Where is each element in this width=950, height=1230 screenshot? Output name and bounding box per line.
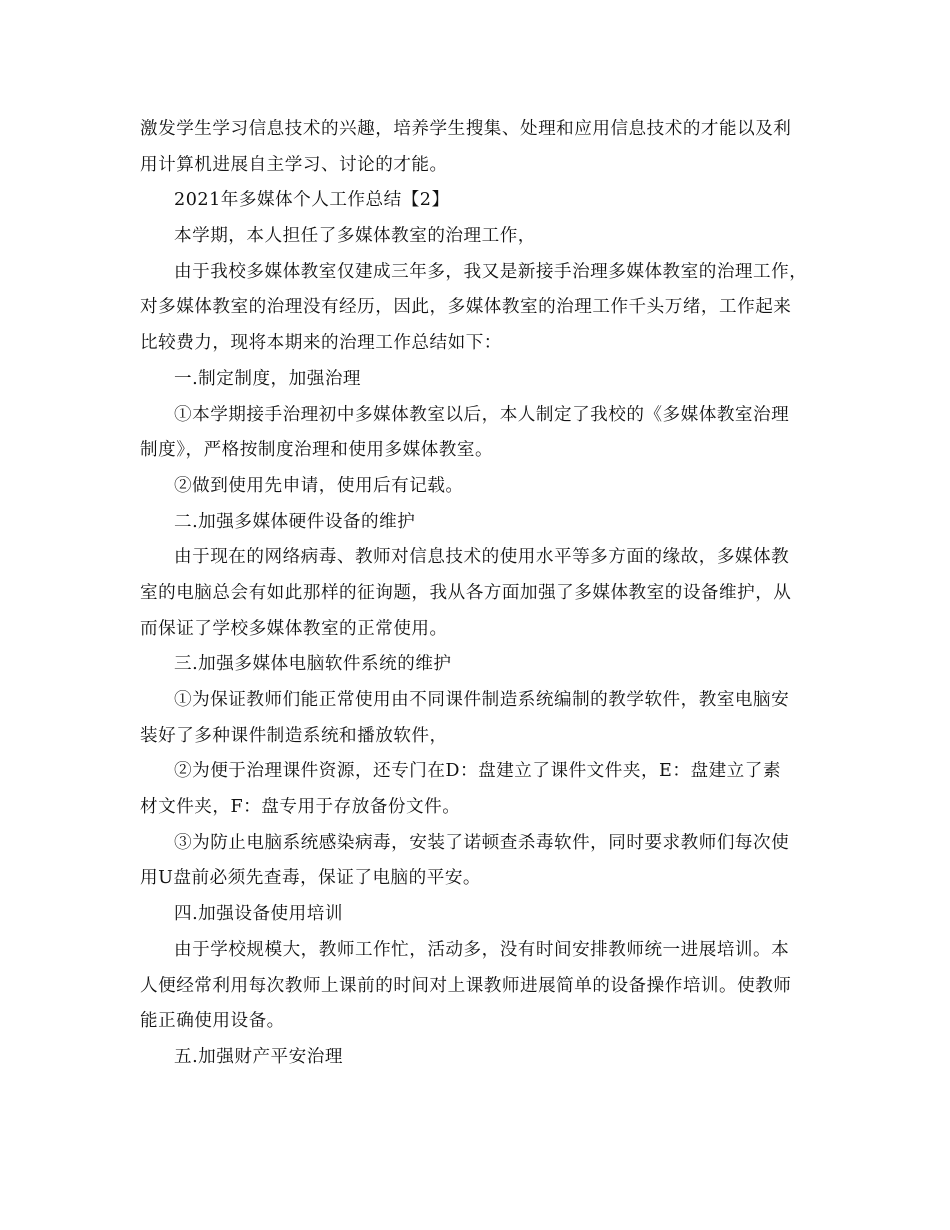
text-line: 室的电脑总会有如此那样的征询题，我从各方面加强了多媒体教室的设备维护，从 <box>140 582 792 603</box>
text-line: 人便经常利用每次教师上课前的时间对上课教师进展简单的设备操作培训。使教师 <box>140 975 792 996</box>
text-line: ①为保证教师们能正常使用由不同课件制造系统编制的教学软件，教室电脑安 <box>174 690 790 710</box>
text-line: 材文件夹，F：盘专用于存放备份文件。 <box>140 797 461 818</box>
text-line: 由于我校多媒体教室仅建成三年多，我又是新接手治理多媒体教室的治理工作， <box>174 261 808 282</box>
text-line: ②做到使用先申请，使用后有记载。 <box>174 475 464 496</box>
text-line: ③为防止电脑系统感染病毒，安装了诺顿查杀毒软件，同时要求教师们每次使 <box>174 832 790 853</box>
section-heading: 四.加强设备使用培训 <box>174 904 343 925</box>
text-line: 比较费力，现将本期来的治理工作总结如下： <box>140 333 502 354</box>
text-line: 本学期，本人担任了多媒体教室的治理工作， <box>174 226 536 247</box>
section-heading: 一.制定制度，加强治理 <box>174 368 362 389</box>
text-line: ②为便于治理课件资源，还专门在D：盘建立了课件文件夹，E：盘建立了素 <box>174 761 781 782</box>
text-line: 能正确使用设备。 <box>140 1011 285 1032</box>
text-line: 用计算机进展自主学习、讨论的才能。 <box>140 154 448 175</box>
text-line: 由于学校规模大，教师工作忙，活动多，没有时间安排教师统一进展培训。本 <box>174 939 790 960</box>
text-line: 用U盘前必须先查毒，保证了电脑的平安。 <box>140 868 482 889</box>
text-line: 激发学生学习信息技术的兴趣，培养学生搜集、处理和应用信息技术的才能以及利 <box>140 119 792 139</box>
text-line: 对多媒体教室的治理没有经历，因此，多媒体教室的治理工作千头万绪，工作起来 <box>140 297 792 318</box>
section-heading: 五.加强财产平安治理 <box>174 1046 343 1067</box>
text-line: 由于现在的网络病毒、教师对信息技术的使用水平等多方面的缘故，多媒体教 <box>174 547 790 568</box>
text-line: 制度》，严格按制度治理和使用多媒体教室。 <box>140 440 494 461</box>
text-line: 装好了多种课件制造系统和播放软件， <box>140 725 448 746</box>
section-heading: 二.加强多媒体硬件设备的维护 <box>174 511 416 532</box>
text-line: ①本学期接手治理初中多媒体教室以后，本人制定了我校的《多媒体教室治理 <box>174 404 790 425</box>
text-line: 而保证了学校多媒体教室的正常使用。 <box>140 618 448 639</box>
section-heading: 三.加强多媒体电脑软件系统的维护 <box>174 654 452 675</box>
document-body <box>140 112 816 1076</box>
section-title: 2021年多媒体个人工作总结【2】 <box>174 190 450 211</box>
